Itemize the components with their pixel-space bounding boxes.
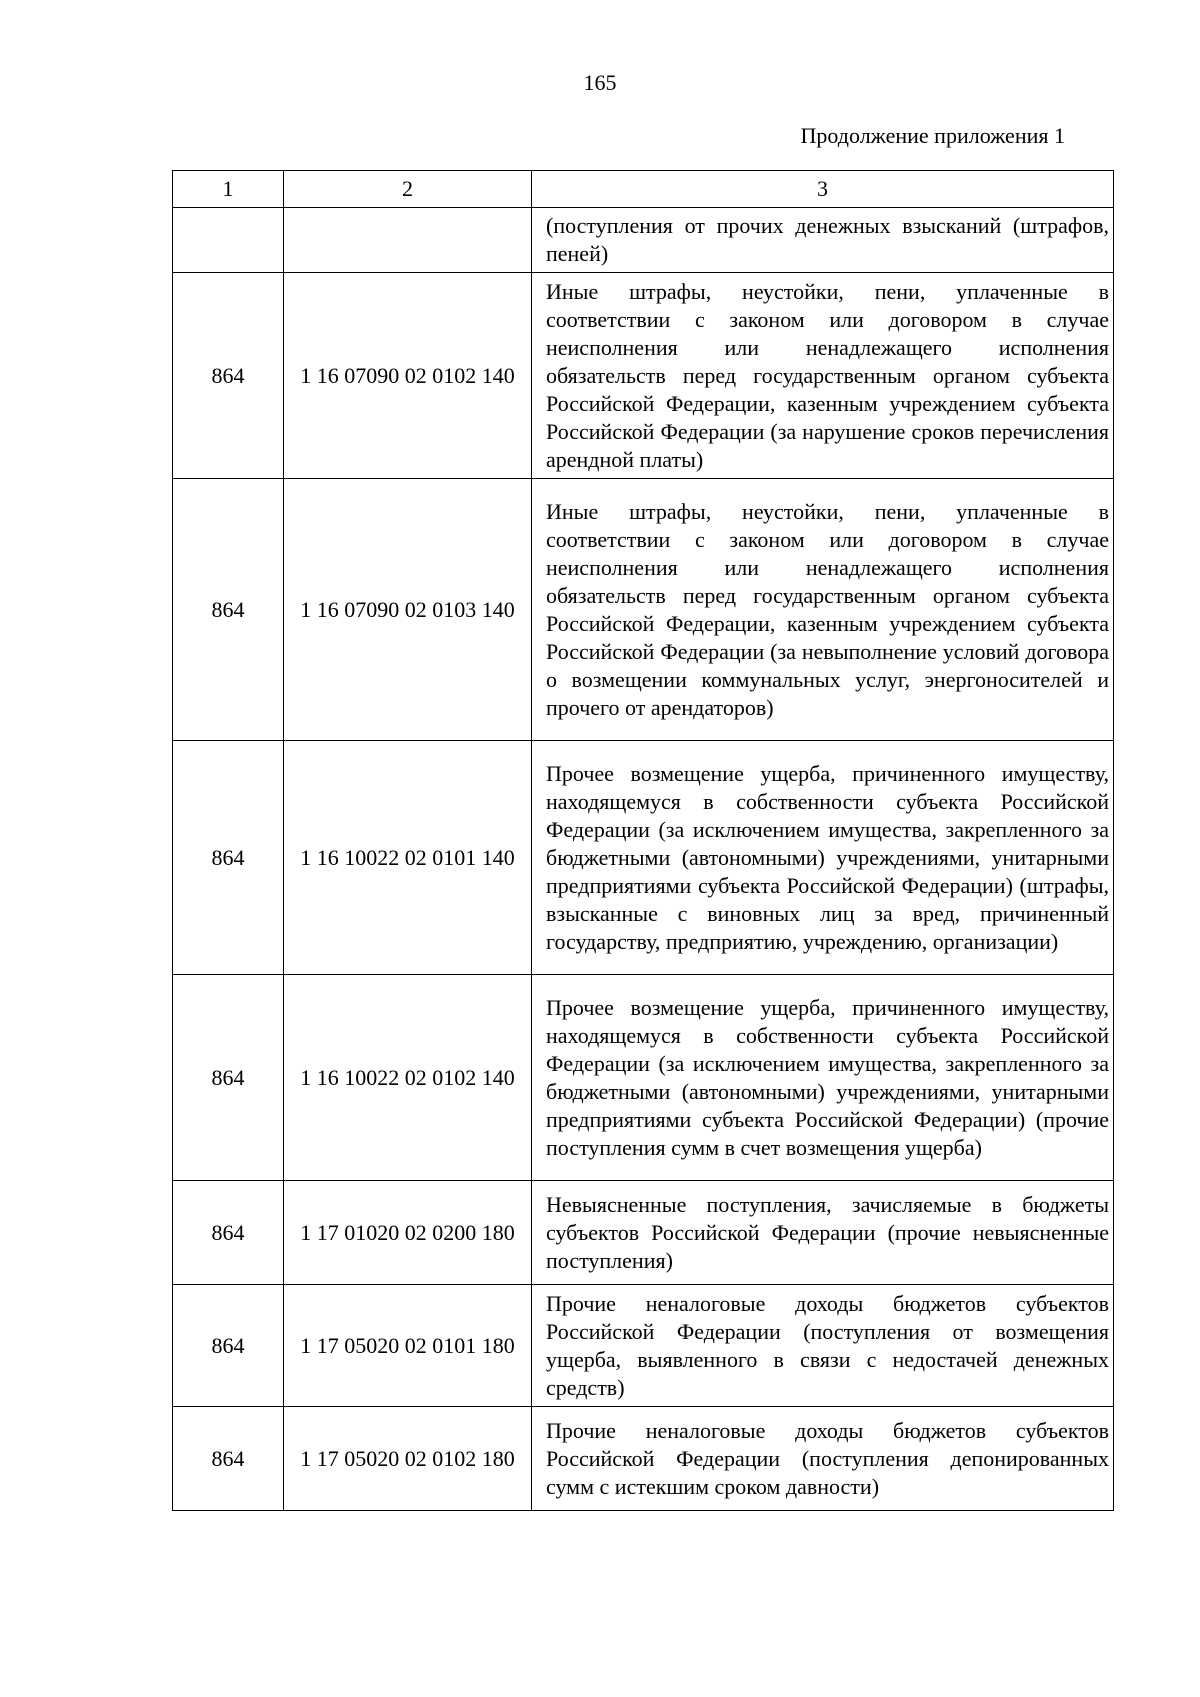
appendix-note: Продолжение приложения 1: [800, 123, 1065, 148]
budget-code-cell: 1 17 01020 02 0200 180: [284, 1181, 532, 1285]
admin-code-cell: 864: [173, 1285, 284, 1407]
description-cell: (поступления от прочих денежных взысканий (штрафов, пеней): [532, 208, 1114, 273]
admin-code-cell: 864: [173, 1407, 284, 1511]
page-number: 165: [583, 70, 617, 95]
table-row: [173, 208, 1114, 273]
codes-table: [172, 170, 1114, 1511]
table-row: [173, 1285, 1114, 1407]
table-row: [173, 741, 1114, 975]
budget-code-cell: 1 17 05020 02 0102 180: [284, 1407, 532, 1511]
table-row: [173, 975, 1114, 1181]
description-cell: Прочее возмещение ущерба, причиненного имуществу, находящемуся в собственности субъекта Российской Федерации (за исключением имущества, закрепленного за бюджетными (автономными) учреждениями, унитарными предприятиями субъекта Российской Федерации) (штрафы, взысканные с виновных лиц за вред, причиненный государству, предприятию, учреждению, организации): [532, 741, 1114, 975]
budget-code-cell: [284, 208, 532, 273]
table-row: [173, 1407, 1114, 1511]
admin-code-cell: 864: [173, 479, 284, 741]
budget-code-cell: 1 16 07090 02 0103 140: [284, 479, 532, 741]
admin-code-cell: 864: [173, 273, 284, 479]
description-cell: Иные штрафы, неустойки, пени, уплаченные в соответствии с законом или договором в случае неисполнения или ненадлежащего исполнения обязательств перед государственным органом субъекта Российской Федерации, казенным учреждением субъекта Российской Федерации (за невыполнение условий договора о возмещении коммунальных услуг, энергоносителей и прочего от арендаторов): [532, 479, 1114, 741]
table-header-row: [173, 171, 1114, 208]
header-col-2: 2: [284, 171, 532, 208]
header-col-3: 3: [532, 171, 1114, 208]
admin-code-cell: 864: [173, 975, 284, 1181]
description-cell: Невыясненные поступления, зачисляемые в бюджеты субъектов Российской Федерации (прочие невыясненные поступления): [532, 1181, 1114, 1285]
budget-code-cell: 1 17 05020 02 0101 180: [284, 1285, 532, 1407]
header-col-1: 1: [173, 171, 284, 208]
budget-code-cell: 1 16 10022 02 0102 140: [284, 975, 532, 1181]
budget-code-cell: 1 16 07090 02 0102 140: [284, 273, 532, 479]
description-cell: Прочие неналоговые доходы бюджетов субъектов Российской Федерации (поступления депонированных сумм с истекшим сроком давности): [532, 1407, 1114, 1511]
admin-code-cell: 864: [173, 1181, 284, 1285]
description-cell: Прочие неналоговые доходы бюджетов субъектов Российской Федерации (поступления от возмещения ущерба, выявленного в связи с недостачей денежных средств): [532, 1285, 1114, 1407]
admin-code-cell: [173, 208, 284, 273]
budget-code-cell: 1 16 10022 02 0101 140: [284, 741, 532, 975]
table-row: [173, 1181, 1114, 1285]
description-cell: Прочее возмещение ущерба, причиненного имуществу, находящемуся в собственности субъекта Российской Федерации (за исключением имущества, закрепленного за бюджетными (автономными) учреждениями, унитарными предприятиями субъекта Российской Федерации) (прочие поступления сумм в счет возмещения ущерба): [532, 975, 1114, 1181]
table-row: [173, 273, 1114, 479]
admin-code-cell: 864: [173, 741, 284, 975]
table-row: [173, 479, 1114, 741]
description-cell: Иные штрафы, неустойки, пени, уплаченные в соответствии с законом или договором в случае неисполнения или ненадлежащего исполнения обязательств перед государственным органом субъекта Российской Федерации, казенным учреждением субъекта Российской Федерации (за нарушение сроков перечисления арендной платы): [532, 273, 1114, 479]
